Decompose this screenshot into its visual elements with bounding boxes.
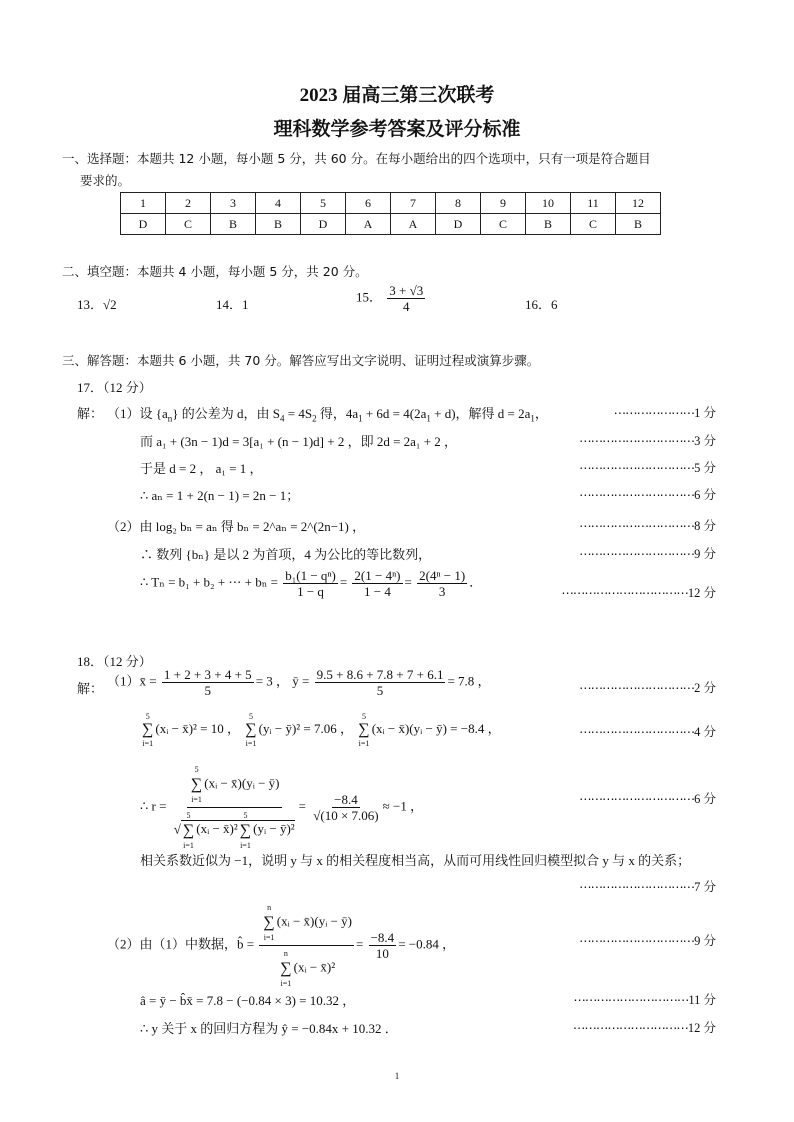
fraction-denominator: 4 [403, 299, 410, 314]
q17-line5: （2）由 log₂ bₙ = aₙ 得 bₙ = 2^aₙ = 2^(2n−1) ， [107, 519, 366, 534]
text: (xᵢ − x̄)(yᵢ − ȳ) = −8.4 ， [371, 720, 501, 736]
table-cell: 3 [211, 193, 256, 214]
summation [183, 808, 194, 853]
section3-heading: 三、解答题：本题共 6 小题，共 70 分。解答应写出文字说明、证明过程或演算步骤。 [62, 353, 540, 368]
q18-line1 [107, 667, 491, 698]
sum-upper: 5 [248, 712, 253, 721]
q17-line7: ∴ Tₙ = b₁ + b₂ + ⋯ + bₙ = $\frac{\text{b₁(1 − qⁿ)}}{1 - q}$ = $\frac{\text{2(1 − 4ⁿ)}}{1 - 4}$ = $\frac{\text{2(4ⁿ − 1)}}{3}$ ． [140, 568, 483, 599]
table-cell: 11 [571, 193, 616, 214]
text: } 的公差为 d，由 S [172, 406, 280, 421]
fraction [369, 930, 397, 961]
doc-title-line2: 理科数学参考答案及评分标准 [273, 119, 521, 140]
text: (xᵢ − x̄)² [293, 959, 336, 975]
sigma-icon: ∑ [142, 721, 154, 738]
subscript: 1 [358, 413, 363, 424]
sum-upper: n [283, 949, 288, 958]
table-cell: 2 [166, 193, 211, 214]
table-cell: 1 [121, 193, 166, 214]
q17-line1 [107, 403, 548, 424]
text: ， [534, 406, 548, 421]
table-cell: B [256, 214, 301, 235]
text: x̄ = [139, 673, 157, 689]
text: （2）由（1）中数据， [107, 936, 238, 952]
fraction-denominator: 5 [376, 683, 384, 698]
score-mark: ⋯⋯⋯⋯⋯⋯⋯⋯⋯⋯9 分 [579, 934, 716, 948]
fraction-denominator: √(10 × 7.06) [313, 808, 379, 823]
score-value: 9 分 [694, 547, 716, 561]
summation [191, 762, 202, 807]
table-cell: C [166, 214, 211, 235]
q18-line2 [140, 712, 501, 748]
text: = [298, 798, 307, 814]
sum-upper: 5 [194, 765, 199, 774]
fraction-numerator: 9.5 + 8.6 + 7.8 + 7 + 6.1 [316, 667, 444, 682]
solve-label: 解： [77, 406, 104, 421]
subscript: 1 [530, 413, 535, 424]
q-label: 15． [356, 289, 383, 305]
score-mark: ⋯⋯⋯⋯⋯⋯⋯⋯⋯⋯2 分 [579, 681, 716, 695]
score-mark: ⋯⋯⋯⋯⋯⋯⋯⋯⋯⋯6 分 [579, 792, 716, 806]
fraction-denominator: 3 [438, 584, 446, 599]
sum-lower: i=1 [358, 739, 370, 748]
table-cell: 9 [481, 193, 526, 214]
text: ≈ −1 ， [382, 798, 424, 814]
summation [263, 900, 274, 945]
score-mark: ⋯⋯⋯⋯⋯⋯⋯⋯⋯⋯6 分 [579, 488, 716, 502]
sum-lower: i=1 [183, 841, 194, 850]
answer-table [120, 192, 661, 235]
sigma-icon: ∑ [245, 721, 257, 738]
q18-line6: â = ȳ − b̂x̄ = 7.8 − (−0.84 × 3) = 10.32 ， [140, 993, 356, 1008]
fraction-numerator: 1 + 2 + 3 + 4 + 5 [163, 667, 252, 682]
text: 得，4a [316, 406, 359, 421]
sum-lower: i=1 [263, 933, 275, 942]
table-cell: 4 [256, 193, 301, 214]
text: (yᵢ − ȳ)² = 7.06 ， [258, 720, 354, 736]
sigma-icon: ∑ [280, 960, 292, 977]
sum-upper: n [267, 903, 272, 912]
score-value: 5 分 [694, 461, 716, 475]
text: b̂ = [237, 936, 255, 952]
q-label: 14． [216, 297, 243, 312]
table-cell: A [346, 214, 391, 235]
text: (xᵢ − x̄)(yᵢ − ȳ) [204, 775, 280, 791]
summation [358, 712, 369, 748]
fraction-numerator [259, 900, 354, 946]
subscript: 2 [312, 413, 317, 424]
answer-value: 6 [551, 297, 558, 312]
radicand [181, 811, 295, 850]
fill-answer-13 [77, 294, 117, 313]
score-mark: ⋯⋯⋯⋯⋯⋯⋯⋯⋯⋯3 分 [579, 434, 716, 448]
page-number: 1 [394, 1071, 400, 1081]
q18-line3 [140, 762, 423, 853]
table-cell: 12 [616, 193, 661, 214]
q17-line2: 而 a₁ + (3n − 1)d = 3[a₁ + (n − 1)d] + 2 ，即 2d = 2a₁ + 2 ， [140, 434, 458, 449]
subscript: 4 [280, 413, 285, 424]
score-value: 7 分 [694, 880, 716, 894]
fill-answer-14 [216, 294, 249, 313]
table-cell: B [211, 214, 256, 235]
q18-label: 18．（12 分） [77, 654, 152, 669]
q-label: 13． [77, 297, 104, 312]
fill-answer-15 [356, 283, 427, 314]
summation [142, 712, 153, 748]
answer-table-numbers-row [121, 193, 661, 214]
q18-line5 [107, 900, 455, 991]
text: + d)，解得 d = 2a [430, 406, 531, 421]
sum-upper: 5 [361, 712, 366, 721]
sum-lower: i=1 [245, 739, 257, 748]
fraction-denominator: √ 5 ∑ i=1 (xᵢ − x̄)² 5 ∑ i=1 (yᵢ − ȳ)² [172, 808, 297, 853]
subscript: 1 [426, 413, 431, 424]
score-value: 4 分 [694, 725, 716, 739]
fraction-denominator: 10 [375, 946, 389, 961]
table-cell: A [391, 214, 436, 235]
table-cell: D [121, 214, 166, 235]
text: ȳ = [292, 673, 310, 689]
text: = 4S [284, 406, 313, 421]
score-value: 1 分 [694, 406, 716, 420]
fraction [259, 900, 354, 991]
sigma-icon: ∑ [263, 914, 275, 931]
summation [245, 712, 256, 748]
fraction-numerator: −8.4 [334, 792, 358, 807]
sum-lower: i=1 [142, 739, 154, 748]
text: = −0.84 ， [398, 936, 456, 952]
q17-label: 17．（12 分） [77, 380, 152, 395]
score-mark: ⋯⋯⋯⋯⋯⋯⋯⋯⋯⋯4 分 [579, 725, 716, 739]
score-mark: ⋯⋯⋯⋯⋯⋯⋯⋯⋯⋯⋯12 分 [561, 586, 716, 600]
score-value: 3 分 [694, 434, 716, 448]
text: (xᵢ − x̄)(yᵢ − ȳ) [276, 913, 352, 929]
sigma-icon: ∑ [190, 776, 203, 793]
fraction [162, 667, 254, 698]
q17-line4: ∴ aₙ = 1 + 2(n − 1) = 2n − 1； [140, 488, 300, 503]
fraction-numerator: 2(1 − 4ⁿ) [354, 568, 401, 583]
table-cell: 7 [391, 193, 436, 214]
table-cell: B [526, 214, 571, 235]
text: （1）设 {a [107, 406, 168, 421]
table-cell: C [481, 214, 526, 235]
fraction [352, 568, 402, 599]
fraction-denominator: 5 [204, 683, 212, 698]
fraction [172, 762, 297, 853]
text: （1） [107, 673, 140, 689]
sigma-icon: ∑ [239, 822, 252, 839]
score-mark: ⋯⋯⋯⋯⋯⋯⋯⋯⋯⋯12 分 [572, 1021, 716, 1035]
section1-heading-cont: 要求的。 [80, 173, 131, 188]
q18-line7: ∴ y 关于 x 的回归方程为 ŷ = −0.84x + 10.32 ． [140, 1021, 398, 1036]
text: ∴ r = [140, 798, 167, 814]
fraction-numerator: b₁(1 − qⁿ) [285, 568, 336, 583]
sum-lower: i=1 [240, 841, 251, 850]
fraction-numerator: −8.4 [370, 930, 395, 945]
score-value: 12 分 [687, 586, 716, 600]
q17-line3: 于是 d = 2 ， a₁ = 1 ， [140, 461, 263, 476]
text: = 7.8 ， [447, 673, 491, 689]
section2-heading: 二、填空题：本题共 4 小题，每小题 5 分，共 20 分。 [62, 264, 368, 279]
sigma-icon: ∑ [182, 822, 195, 839]
table-cell: D [436, 214, 481, 235]
score-value: 12 分 [687, 1021, 716, 1035]
sum-lower: i=1 [191, 795, 202, 804]
table-cell: D [301, 214, 346, 235]
text: + 6d = 4(2a [362, 406, 427, 421]
score-mark: ⋯⋯⋯⋯⋯⋯⋯⋯⋯⋯7 分 [579, 880, 716, 894]
fraction [417, 568, 467, 599]
fraction-numerator: 3 + √3 [389, 283, 424, 298]
table-cell: 6 [346, 193, 391, 214]
table-cell: 8 [436, 193, 481, 214]
score-value: 6 分 [694, 792, 716, 806]
q18-line4: 相关系数近似为 −1，说明 y 与 x 的相关程度相当高，从而可用线性回归模型拟合 y 与 x 的关系； [140, 853, 691, 868]
sigma-icon: ∑ [358, 721, 370, 738]
score-value: 11 分 [688, 993, 716, 1007]
sum-upper: 5 [243, 811, 248, 820]
score-value: 2 分 [694, 681, 716, 695]
summation [240, 808, 251, 853]
summation [280, 946, 291, 991]
text: = 3 ， [255, 673, 290, 689]
fill-answer-16 [525, 294, 558, 313]
text: ∴ Tₙ = b₁ + b₂ + ⋯ + bₙ = [140, 574, 278, 590]
sum-upper: 5 [145, 712, 150, 721]
section1-heading: 一、选择题：本题共 12 小题，每小题 5 分，共 60 分。在每小题给出的四个选项中，只有一项是符合题目 [62, 151, 651, 166]
answer-value: √2 [103, 297, 117, 312]
score-value: 8 分 [694, 519, 716, 533]
score-mark: ⋯⋯⋯⋯⋯⋯⋯⋯⋯⋯8 分 [579, 519, 716, 533]
text: = [356, 936, 364, 952]
score-value: 6 分 [694, 488, 716, 502]
fraction-denominator: 1 − q [297, 584, 324, 599]
q17-line6: ∴ 数列 {bₙ} 是以 2 为首项，4 为公比的等比数列， [140, 547, 432, 562]
solve-label: 解： [77, 681, 104, 696]
fraction-numerator [187, 762, 282, 808]
fraction-numerator: 2(4ⁿ − 1) [419, 568, 466, 583]
text: (xᵢ − x̄)² [196, 821, 238, 837]
text: (yᵢ − ȳ)² [253, 821, 295, 837]
table-cell: C [571, 214, 616, 235]
doc-title-line1: 2023 届高三第三次联考 [299, 85, 495, 106]
q-label: 16． [525, 297, 552, 312]
score-value: 9 分 [694, 934, 716, 948]
text: ． [469, 574, 483, 590]
fraction-denominator [276, 946, 337, 991]
fraction [387, 283, 425, 314]
table-cell: 5 [301, 193, 346, 214]
fraction [315, 667, 446, 698]
score-mark: ⋯⋯⋯⋯⋯⋯⋯⋯⋯⋯5 分 [579, 461, 716, 475]
sum-lower: i=1 [280, 979, 292, 988]
table-cell: B [616, 214, 661, 235]
score-mark: ⋯⋯⋯⋯⋯⋯⋯⋯⋯⋯11 分 [573, 993, 716, 1007]
text: (xᵢ − x̄)² = 10 ， [155, 720, 241, 736]
score-mark: ⋯⋯⋯⋯⋯⋯⋯1 分 [613, 406, 716, 420]
fraction-denominator: 1 − 4 [364, 584, 391, 599]
table-cell: 10 [526, 193, 571, 214]
fraction [311, 792, 380, 823]
sum-upper: 5 [186, 811, 191, 820]
subscript: n [167, 413, 173, 424]
answer-value: 1 [242, 297, 249, 312]
score-mark: ⋯⋯⋯⋯⋯⋯⋯⋯⋯⋯9 分 [579, 547, 716, 561]
fraction [283, 568, 338, 599]
answer-table-answers-row [121, 214, 661, 235]
